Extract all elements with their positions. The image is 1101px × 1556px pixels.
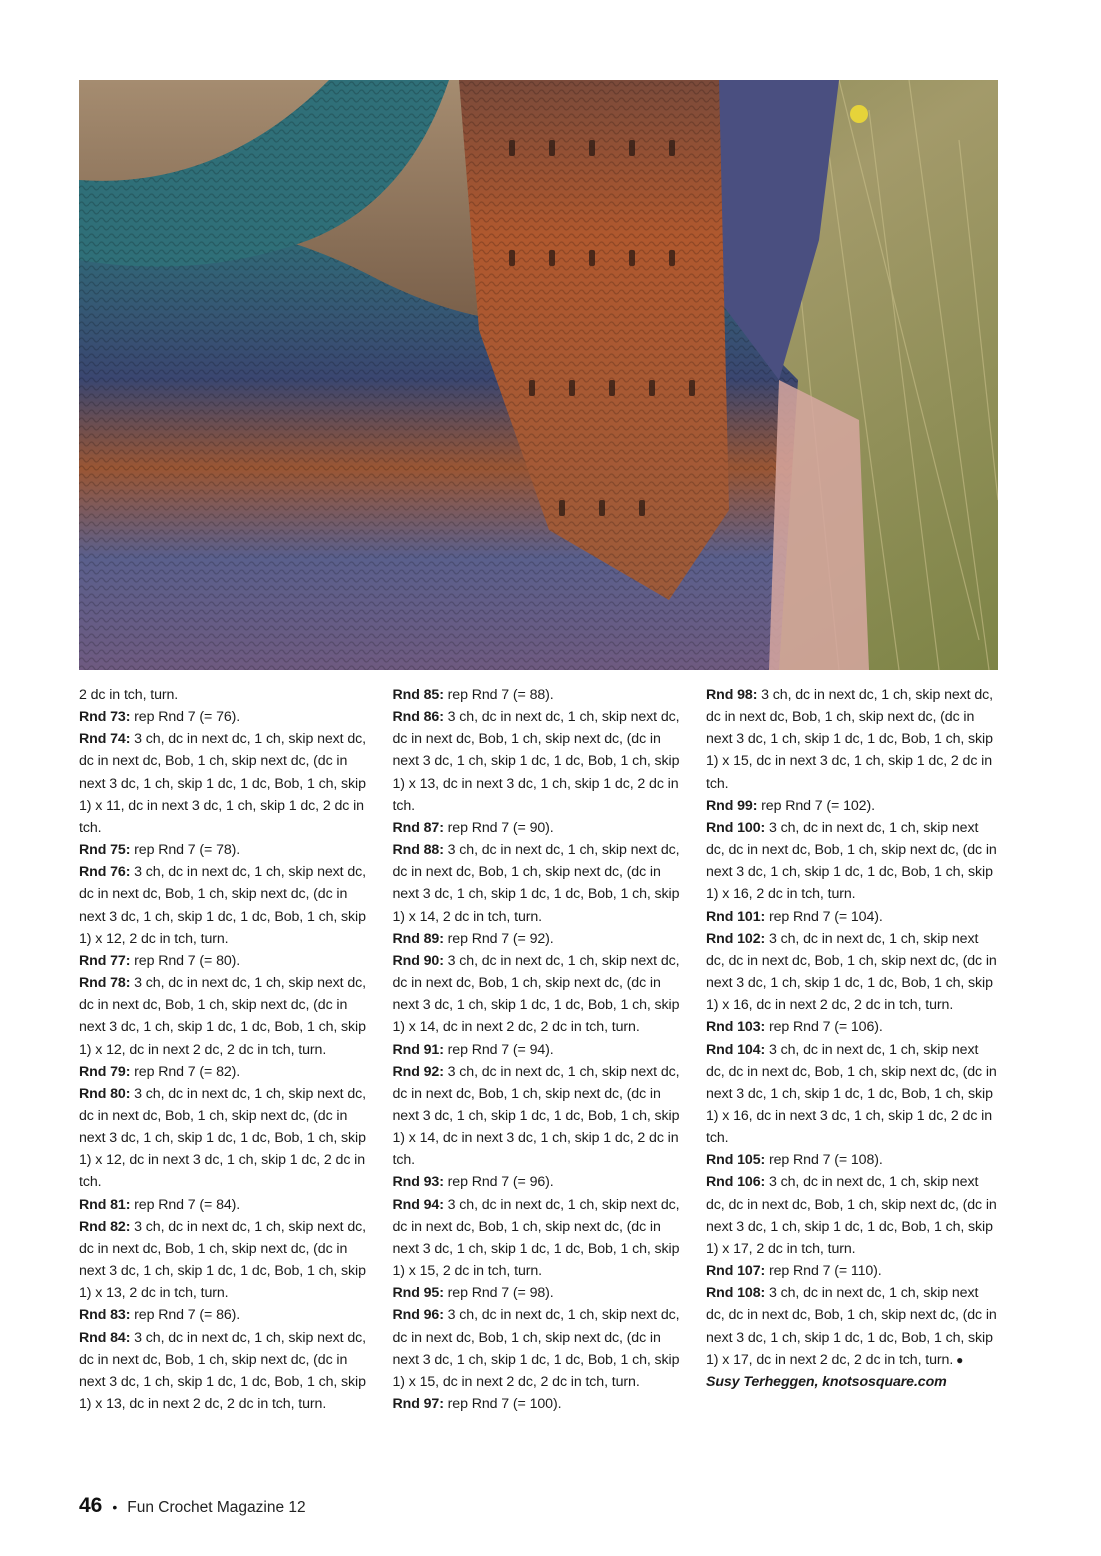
- photo-illustration: [79, 80, 998, 670]
- round-label: Rnd 96:: [392, 1307, 444, 1324]
- round-label: Rnd 91:: [392, 1041, 444, 1058]
- round-text: rep Rnd 7 (= 84).: [134, 1196, 241, 1213]
- instruction-row: [393, 817, 685, 839]
- crochet-shawl-photo: [79, 80, 998, 670]
- round-label: Rnd 98:: [706, 687, 758, 703]
- designer-credit: Susy Terheggen, knotsosquare.com: [706, 1373, 947, 1390]
- round-text: rep Rnd 7 (= 92).: [447, 930, 554, 947]
- instruction-row: [393, 1304, 685, 1393]
- instruction-row: [79, 1194, 371, 1216]
- round-text: 3 ch, dc in next dc, 1 ch, skip next dc, dc in next dc, Bob, 1 ch, skip next dc, (dc in next 3 dc, 1 ch, skip 1 dc, 1 dc, Bob, 1 ch, skip 1) x 13, dc in next 3 dc, 1 ch, skip 1 dc, 2 dc in tch.: [392, 709, 680, 814]
- column-1: [79, 684, 371, 1464]
- round-text: rep Rnd 7 (= 82).: [134, 1063, 241, 1080]
- round-label: Rnd 75:: [79, 842, 131, 859]
- round-text: 3 ch, dc in next dc, 1 ch, skip next dc, dc in next dc, Bob, 1 ch, skip next dc, (dc in next 3 dc, 1 ch, skip 1 dc, 1 dc, Bob, 1 ch, skip 1) x 13, 2 dc in tch, turn.: [79, 1218, 366, 1302]
- round-text: rep Rnd 7 (= 88).: [447, 687, 554, 703]
- instruction-row: [706, 1171, 998, 1260]
- instruction-row: [79, 728, 371, 839]
- instruction-row: [706, 1149, 998, 1171]
- instruction-row: [393, 1039, 685, 1061]
- instruction-row: [79, 1327, 371, 1416]
- instruction-row: [393, 1393, 685, 1415]
- round-label: Rnd 80:: [79, 1085, 131, 1102]
- end-bullet: ●: [956, 1352, 964, 1367]
- round-label: Rnd 73:: [79, 709, 131, 726]
- round-text: 3 ch, dc in next dc, 1 ch, skip next dc, dc in next dc, Bob, 1 ch, skip next dc, (dc in next 3 dc, 1 ch, skip 1 dc, 1 dc, Bob, 1 ch, skip 1) x 12, 2 dc in tch, turn.: [79, 864, 366, 947]
- round-label: Rnd 101:: [706, 908, 766, 925]
- instruction-row: [79, 1216, 371, 1305]
- instruction-row: [706, 817, 998, 906]
- round-text: rep Rnd 7 (= 108).: [768, 1152, 883, 1169]
- round-label: Rnd 97:: [392, 1396, 444, 1412]
- round-text: rep Rnd 7 (= 76).: [134, 709, 241, 726]
- footer-separator: •: [112, 1499, 118, 1515]
- instruction-row: [79, 861, 371, 950]
- round-label: Rnd 84:: [79, 1329, 131, 1346]
- round-text: rep Rnd 7 (= 110).: [768, 1263, 882, 1280]
- round-label: Rnd 108:: [706, 1285, 766, 1302]
- round-label: Rnd 107:: [706, 1263, 766, 1280]
- round-text: 3 ch, dc in next dc, 1 ch, skip next dc, dc in next dc, Bob, 1 ch, skip next dc, (dc in next 3 dc, 1 ch, skip 1 dc, 1 dc, Bob, 1 ch, skip 1) x 16, dc in next 2 dc, 2 dc in tch, turn.: [706, 930, 997, 1014]
- instruction-row: [706, 928, 998, 1017]
- round-text: rep Rnd 7 (= 90).: [447, 819, 554, 836]
- round-text: 3 ch, dc in next dc, 1 ch, skip next dc, dc in next dc, Bob, 1 ch, skip next dc, (dc in next 3 dc, 1 ch, skip 1 dc, 1 dc, Bob, 1 ch, skip 1) x 12, dc in next 2 dc, 2 dc in tch, turn.: [79, 975, 366, 1058]
- instruction-row: [79, 1083, 371, 1194]
- instruction-row: [79, 839, 371, 861]
- round-label: Rnd 88:: [392, 842, 444, 859]
- round-text: rep Rnd 7 (= 106).: [768, 1019, 883, 1036]
- round-text: 3 ch, dc in next dc, 1 ch, skip next dc, dc in next dc, Bob, 1 ch, skip next dc, (dc in next 3 dc, 1 ch, skip 1 dc, 1 dc, Bob, 1 ch, skip 1) x 15, 2 dc in tch, turn.: [392, 1196, 680, 1280]
- page-number: 46: [79, 1494, 103, 1517]
- instruction-row: [393, 1282, 685, 1304]
- round-text: 3 ch, dc in next dc, 1 ch, skip next dc, dc in next dc, Bob, 1 ch, skip next dc, (dc in next 3 dc, 1 ch, skip 1 dc, 1 dc, Bob, 1 ch, skip 1) x 15, dc in next 2 dc, 2 dc in tch, turn.: [392, 1307, 680, 1390]
- round-text: 3 ch, dc in next dc, 1 ch, skip next dc, dc in next dc, Bob, 1 ch, skip next dc, (dc in next 3 dc, 1 ch, skip 1 dc, 1 dc, Bob, 1 ch, skip 1) x 12, dc in next 3 dc, 1 ch, skip 1 dc, 2 dc in tch.: [79, 1085, 366, 1191]
- instruction-row: [706, 1039, 998, 1150]
- instruction-row: [393, 684, 685, 706]
- round-label: Rnd 89:: [392, 930, 444, 947]
- round-text: 3 ch, dc in next dc, 1 ch, skip next dc, dc in next dc, Bob, 1 ch, skip next dc, (dc in next 3 dc, 1 ch, skip 1 dc, 1 dc, Bob, 1 ch, skip 1) x 17, dc in next 2 dc, 2 dc in tch, turn.: [706, 1285, 997, 1368]
- round-text: rep Rnd 7 (= 78).: [134, 842, 241, 859]
- instruction-row: [393, 1171, 685, 1193]
- round-label: Rnd 106:: [706, 1174, 766, 1191]
- round-label: Rnd 102:: [706, 930, 766, 947]
- round-label: Rnd 94:: [392, 1196, 444, 1213]
- round-text: 3 ch, dc in next dc, 1 ch, skip next dc, dc in next dc, Bob, 1 ch, skip next dc, (dc in next 3 dc, 1 ch, skip 1 dc, 1 dc, Bob, 1 ch, skip 1) x 14, dc in next 2 dc, 2 dc in tch, turn.: [392, 952, 680, 1036]
- round-text: 3 ch, dc in next dc, 1 ch, skip next dc, dc in next dc, Bob, 1 ch, skip next dc, (dc in next 3 dc, 1 ch, skip 1 dc, 1 dc, Bob, 1 ch, skip 1) x 14, dc in next 3 dc, 1 ch, skip 1 dc, 2 dc in tch.: [392, 1063, 680, 1169]
- round-label: Rnd 99:: [706, 797, 758, 814]
- round-text: rep Rnd 7 (= 102).: [761, 797, 875, 814]
- round-label: Rnd 83:: [79, 1307, 131, 1324]
- instruction-row: [393, 928, 685, 950]
- round-label: Rnd 77:: [79, 952, 131, 969]
- round-text: 3 ch, dc in next dc, 1 ch, skip next dc, dc in next dc, Bob, 1 ch, skip next dc, (dc in next 3 dc, 1 ch, skip 1 dc, 1 dc, Bob, 1 ch, skip 1) x 17, 2 dc in tch, turn.: [706, 1174, 997, 1257]
- round-label: Rnd 74:: [79, 731, 131, 748]
- round-label: Rnd 78:: [79, 975, 131, 992]
- instruction-row: [706, 795, 998, 817]
- instruction-row: [706, 1282, 998, 1371]
- round-label: Rnd 82:: [79, 1218, 131, 1235]
- instruction-row: [393, 839, 685, 928]
- round-text: 2 dc in tch, turn.: [79, 687, 179, 703]
- round-label: Rnd 79:: [79, 1063, 131, 1080]
- round-label: Rnd 95:: [392, 1285, 444, 1302]
- instruction-row: [79, 1061, 371, 1083]
- round-label: Rnd 104:: [706, 1041, 766, 1058]
- round-text: 3 ch, dc in next dc, 1 ch, skip next dc, dc in next dc, Bob, 1 ch, skip next dc, (dc in next 3 dc, 1 ch, skip 1 dc, 1 dc, Bob, 1 ch, skip 1) x 14, 2 dc in tch, turn.: [392, 842, 680, 925]
- instruction-row: [79, 972, 371, 1061]
- round-label: Rnd 93:: [392, 1174, 444, 1191]
- column-2: [393, 684, 685, 1464]
- pattern-instructions: [79, 684, 998, 1464]
- column-3: [706, 684, 998, 1464]
- round-label: Rnd 81:: [79, 1196, 131, 1213]
- instruction-row: [393, 950, 685, 1039]
- round-text: rep Rnd 7 (= 86).: [134, 1307, 241, 1324]
- round-label: Rnd 92:: [392, 1063, 444, 1080]
- instruction-row: [79, 706, 371, 728]
- instruction-row: [393, 706, 685, 817]
- round-label: Rnd 103:: [706, 1019, 766, 1036]
- instruction-row: [393, 1194, 685, 1283]
- round-label: Rnd 86:: [392, 709, 444, 726]
- page-footer: [79, 1494, 306, 1522]
- round-text: rep Rnd 7 (= 96).: [447, 1174, 554, 1191]
- round-text: rep Rnd 7 (= 104).: [768, 908, 883, 925]
- round-text: rep Rnd 7 (= 98).: [447, 1285, 554, 1302]
- round-text: rep Rnd 7 (= 80).: [134, 952, 241, 969]
- round-text: 3 ch, dc in next dc, 1 ch, skip next dc, dc in next dc, Bob, 1 ch, skip next dc, (dc in next 3 dc, 1 ch, skip 1 dc, 1 dc, Bob, 1 ch, skip 1) x 13, dc in next 2 dc, 2 dc in tch, turn.: [79, 1329, 366, 1412]
- instruction-row: [706, 906, 998, 928]
- round-text: 3 ch, dc in next dc, 1 ch, skip next dc, dc in next dc, Bob, 1 ch, skip next dc, (dc in next 3 dc, 1 ch, skip 1 dc, 1 dc, Bob, 1 ch, skip 1) x 15, dc in next 3 dc, 1 ch, skip 1 dc, 2 dc in tch.: [706, 687, 993, 792]
- round-text: rep Rnd 7 (= 94).: [447, 1041, 554, 1058]
- round-label: Rnd 105:: [706, 1152, 766, 1169]
- magazine-title: Fun Crochet Magazine 12: [127, 1499, 306, 1516]
- instruction-row: [79, 950, 371, 972]
- instruction-row: [79, 684, 371, 706]
- round-label: Rnd 76:: [79, 864, 131, 881]
- round-label: Rnd 100:: [706, 819, 766, 836]
- instruction-row: [79, 1304, 371, 1326]
- round-label: Rnd 90:: [392, 952, 444, 969]
- round-label: Rnd 85:: [392, 687, 444, 703]
- round-text: 3 ch, dc in next dc, 1 ch, skip next dc, dc in next dc, Bob, 1 ch, skip next dc, (dc in next 3 dc, 1 ch, skip 1 dc, 1 dc, Bob, 1 ch, skip 1) x 11, dc in next 3 dc, 1 ch, skip 1 dc, 2 dc in tch.: [79, 731, 366, 836]
- round-text: 3 ch, dc in next dc, 1 ch, skip next dc, dc in next dc, Bob, 1 ch, skip next dc, (dc in next 3 dc, 1 ch, skip 1 dc, 1 dc, Bob, 1 ch, skip 1) x 16, dc in next 3 dc, 1 ch, skip 1 dc, 2 dc in tch.: [706, 1041, 997, 1147]
- instruction-row: [706, 1260, 998, 1282]
- instruction-row: [393, 1061, 685, 1172]
- round-text: rep Rnd 7 (= 100).: [447, 1396, 562, 1412]
- round-label: Rnd 87:: [392, 819, 444, 836]
- instruction-row: [706, 1016, 998, 1038]
- round-text: 3 ch, dc in next dc, 1 ch, skip next dc, dc in next dc, Bob, 1 ch, skip next dc, (dc in next 3 dc, 1 ch, skip 1 dc, 1 dc, Bob, 1 ch, skip 1) x 16, 2 dc in tch, turn.: [706, 819, 997, 903]
- instruction-row: [706, 684, 998, 795]
